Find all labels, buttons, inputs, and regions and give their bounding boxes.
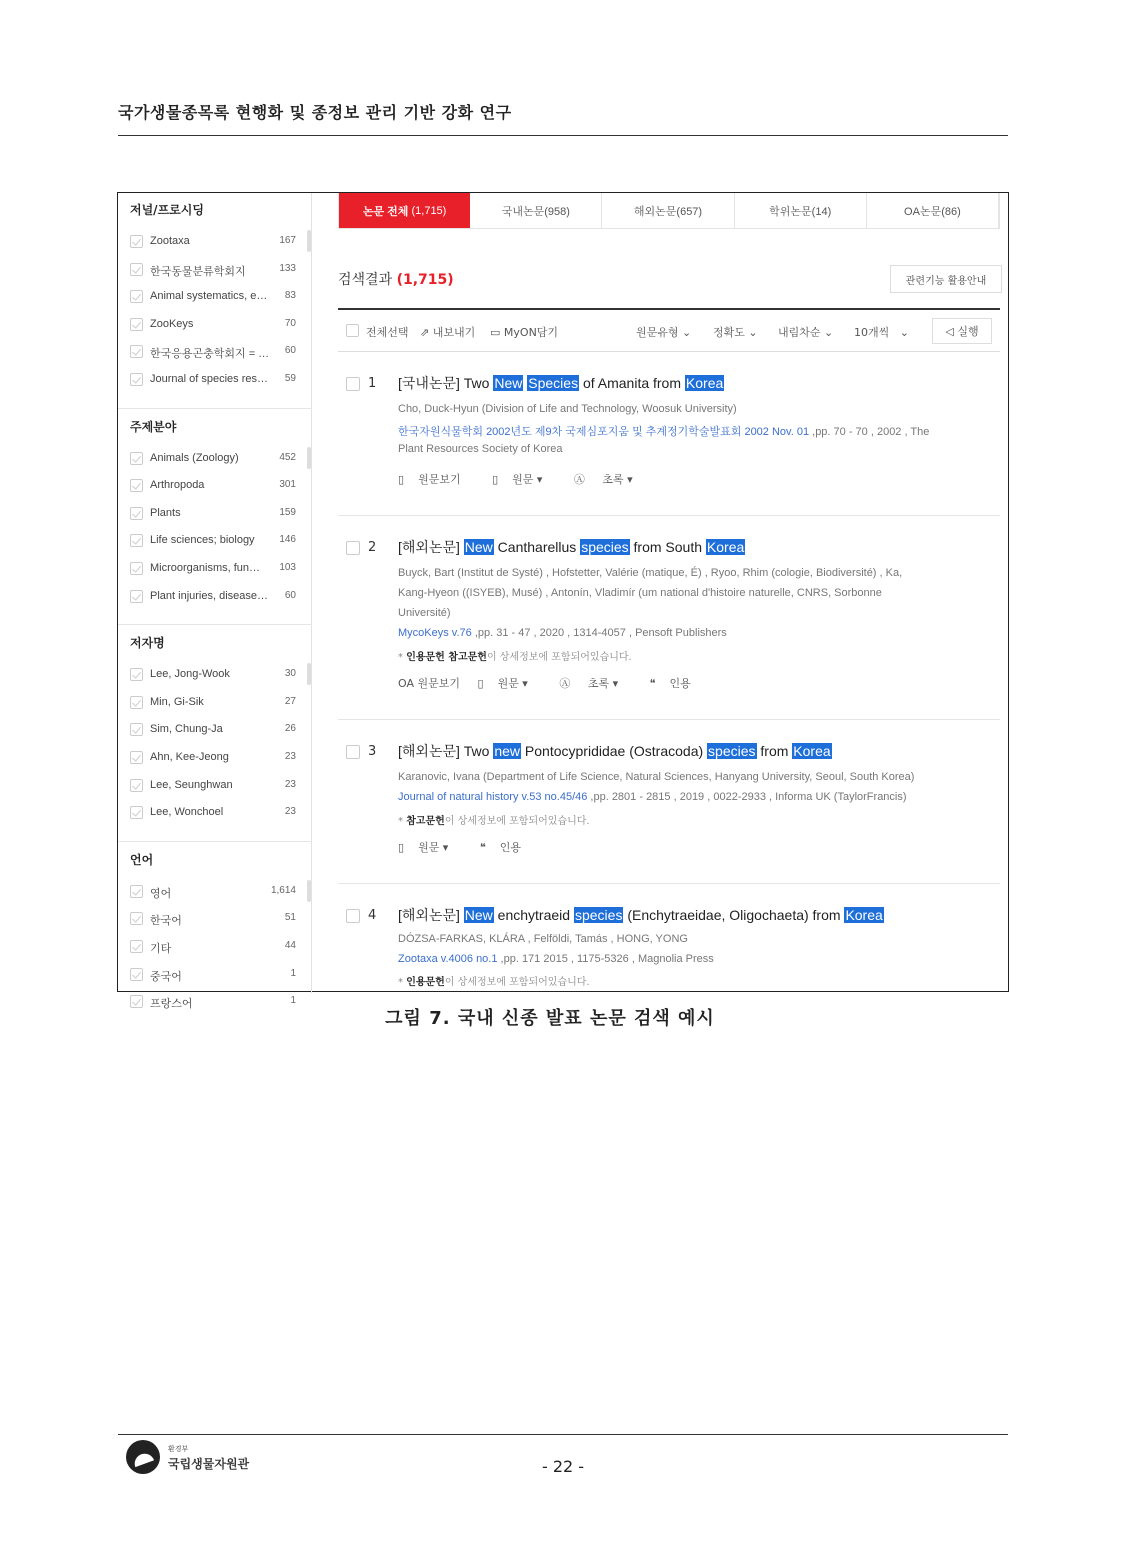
download-icon: ▯ — [492, 473, 499, 486]
facet-label: 기타 — [150, 943, 172, 955]
result-source: Zootaxa v.4006 no.1 ,pp. 171 2015 , 1175-5326 , Magnolia Press — [398, 953, 714, 965]
export-button[interactable]: ⇗ 내보내기 — [420, 326, 476, 339]
facet-item[interactable] — [130, 559, 296, 579]
facet-section-title: 저널/프로시딩 — [130, 203, 204, 217]
result-count-title: 검색결과 (1,715) — [338, 272, 454, 288]
result-title[interactable]: [국내논문] Two New Species of Amanita from Korea — [398, 375, 724, 391]
result-number: 1 — [368, 376, 377, 391]
facet-count: 60 — [284, 589, 296, 601]
cite-button[interactable]: ❝ 인용 — [479, 841, 522, 854]
facet-count: 1 — [290, 995, 296, 1007]
source-link[interactable]: Journal of natural history v.53 no.45/46 — [398, 791, 588, 803]
figure-caption: 그림 7. 국내 신종 발표 논문 검색 예시 — [385, 1008, 715, 1029]
facet-label: 중국어 — [150, 970, 182, 983]
facet-label: Sim, Chung-Ja — [150, 723, 223, 736]
document-header — [118, 100, 1008, 136]
abstract-icon: Ⓐ — [573, 473, 585, 486]
type-dropdown[interactable]: 원문유형 ⌄ — [636, 326, 692, 339]
search-term-highlight: Korea — [793, 743, 831, 759]
facet-checkbox[interactable] — [130, 940, 143, 953]
facet-item[interactable] — [130, 232, 296, 252]
facet-item[interactable] — [130, 937, 296, 957]
facet-checkbox[interactable] — [130, 779, 143, 792]
facet-label: Lee, Wonchoel — [150, 806, 224, 819]
facet-section-title: 주제분야 — [130, 419, 177, 434]
result-number: 2 — [368, 540, 377, 555]
chevron-down-icon: ⌄ — [824, 326, 834, 339]
result-note: * 참고문헌이 상세정보에 포함되어있습니다. — [398, 816, 590, 827]
facet-scrollbar[interactable] — [307, 663, 311, 685]
facet-count: 301 — [279, 479, 296, 491]
title-text: enchytraeid — [493, 907, 574, 923]
facet-count: 27 — [284, 695, 296, 707]
facet-checkbox[interactable] — [130, 373, 143, 386]
search-term-highlight: new — [494, 743, 521, 759]
facet-label: Animal systematics, e… — [150, 290, 268, 303]
facet-item[interactable] — [130, 315, 296, 335]
facet-item[interactable] — [130, 531, 296, 551]
facet-label: Journal of species res… — [150, 373, 268, 385]
view-fulltext-button[interactable]: ▯ 원문보기 — [398, 473, 461, 486]
facet-count: 51 — [284, 912, 296, 924]
result-checkbox[interactable] — [346, 541, 360, 555]
abstract-dropdown[interactable]: Ⓐ 초록 ▾ — [559, 677, 619, 690]
facet-count: 452 — [279, 451, 296, 463]
title-text: Two — [463, 375, 494, 391]
result-number: 3 — [368, 744, 377, 759]
result-checkbox[interactable] — [346, 377, 360, 391]
facet-checkbox[interactable] — [130, 318, 143, 331]
facet-checkbox[interactable] — [130, 534, 143, 547]
search-term-highlight: species — [581, 539, 629, 555]
facet-count: 167 — [279, 235, 296, 246]
facet-label: 프랑스어 — [150, 998, 193, 1011]
facet-scrollbar[interactable] — [307, 230, 311, 252]
facet-count: 23 — [284, 778, 296, 790]
result-authors-cont: Université) — [398, 607, 451, 619]
facet-label: 영어 — [150, 887, 172, 900]
result-divider — [338, 515, 1000, 516]
facet-scrollbar[interactable] — [307, 880, 311, 902]
facet-count: 70 — [284, 317, 296, 329]
fulltext-dropdown[interactable]: ▯ 원문 ▾ — [398, 841, 449, 854]
result-checkbox[interactable] — [346, 745, 360, 759]
facet-label: Animals (Zoology) — [150, 451, 239, 464]
result-authors: Cho, Duck-Hyun (Division of Life and Technology, Woosuk University) — [398, 403, 737, 415]
facet-item[interactable] — [130, 449, 296, 469]
search-term-highlight: New — [494, 375, 523, 391]
source-link[interactable]: MycoKeys v.76 — [398, 627, 472, 639]
facet-item[interactable] — [130, 776, 296, 796]
facet-scrollbar[interactable] — [307, 447, 311, 469]
chevron-down-icon: ⌄ — [899, 326, 909, 339]
facet-label: Arthropoda — [150, 479, 205, 492]
title-text: Cantharellus — [493, 539, 581, 555]
facet-sidebar — [118, 193, 312, 1011]
facet-item[interactable] — [130, 693, 296, 713]
result-source-cont: Plant Resources Society of Korea — [398, 443, 563, 455]
facet-label: Lee, Seunghwan — [150, 778, 233, 791]
facet-count: 146 — [279, 534, 296, 546]
source-link[interactable]: 한국자원식물학회 2002년도 제9차 국제심포지움 및 추계정기학술발표회 2002 Nov. 01 — [398, 426, 810, 438]
facet-checkbox[interactable] — [130, 806, 143, 819]
download-icon: ▯ — [477, 677, 484, 690]
facet-count: 23 — [284, 806, 296, 818]
result-divider — [338, 883, 1000, 884]
facet-label: Plant injuries, disease… — [150, 589, 269, 602]
facet-divider — [118, 841, 312, 842]
abstract-dropdown[interactable]: Ⓐ 초록 ▾ — [573, 473, 633, 486]
tab-all[interactable]: 논문 전체 (1,715) — [339, 193, 470, 228]
facet-label: 한국응용곤충학회지 = … — [150, 348, 270, 361]
search-term-highlight: Korea — [845, 907, 883, 923]
facet-checkbox[interactable] — [130, 968, 143, 981]
search-term-highlight: Korea — [706, 539, 745, 555]
select-all-checkbox[interactable] — [346, 324, 359, 337]
result-authors: Karanovic, Ivana (Department of Life Science, Natural Sciences, Hanyang University, Seoul, South Korea) — [398, 771, 915, 783]
facet-label: Ahn, Kee-Jeong — [150, 751, 229, 763]
help-button[interactable]: 관련기능 활용안내 — [890, 265, 1002, 293]
result-title[interactable]: [해외논문] Two new Pontocyprididae (Ostracoda) species from Korea — [398, 743, 831, 759]
oa-fulltext-button[interactable]: OA 원문보기 — [398, 677, 460, 690]
facet-checkbox[interactable] — [130, 263, 143, 276]
result-number: 4 — [368, 908, 377, 923]
facet-checkbox[interactable] — [130, 290, 143, 303]
search-term-highlight: species — [708, 743, 756, 759]
facet-item[interactable] — [130, 342, 296, 362]
result-actions — [398, 675, 719, 691]
document-title: 국가생물종목록 현행화 및 종정보 관리 기반 강화 연구 — [118, 103, 512, 122]
facet-checkbox[interactable] — [130, 723, 143, 736]
quote-icon: ❝ — [649, 677, 656, 690]
run-button[interactable]: ◁ 실행 — [932, 318, 992, 344]
result-checkbox[interactable] — [346, 909, 360, 923]
search-term-highlight: Korea — [685, 375, 724, 391]
result-actions — [398, 839, 549, 855]
facet-item[interactable] — [130, 476, 296, 496]
facet-checkbox[interactable] — [130, 590, 143, 603]
facet-label: Plants — [150, 506, 181, 519]
facet-item[interactable] — [130, 504, 296, 524]
facet-count: 159 — [279, 506, 296, 518]
title-text: (Enchytraeidae, Oligochaeta) from — [623, 907, 845, 923]
myon-button[interactable]: ▭ MyON담기 — [490, 326, 559, 339]
search-term-highlight: Species — [528, 375, 579, 391]
facet-checkbox[interactable] — [130, 562, 143, 575]
chevron-down-icon: ⌄ — [748, 326, 758, 339]
result-tabs — [338, 193, 1000, 229]
title-text: Pontocyprididae (Ostracoda) — [521, 743, 708, 759]
facet-item[interactable] — [130, 260, 296, 280]
facet-section-title: 저자명 — [130, 636, 165, 651]
facet-count: 26 — [284, 723, 296, 735]
facet-item[interactable] — [130, 287, 296, 307]
title-text: Two — [463, 743, 494, 759]
org-name: 국립생물자원관 — [168, 1457, 250, 1471]
search-term-highlight: species — [574, 907, 623, 923]
cite-button[interactable]: ❝ 인용 — [649, 677, 691, 690]
facet-count: 60 — [284, 345, 296, 357]
facet-label: 한국동물분류학회지 — [150, 265, 246, 278]
result-title[interactable]: [해외논문] New enchytraeid species (Enchytraeidae, Oligochaeta) from Korea — [398, 907, 883, 923]
facet-checkbox[interactable] — [130, 235, 143, 248]
facet-item[interactable] — [130, 909, 296, 929]
facet-count: 44 — [284, 940, 296, 951]
footer-rule — [118, 1434, 1008, 1435]
tab-overseas[interactable]: 해외논문(657) — [602, 193, 734, 228]
facet-checkbox[interactable] — [130, 885, 143, 898]
title-text: from South — [629, 539, 706, 555]
facet-checkbox[interactable] — [130, 452, 143, 465]
select-all-label[interactable]: 전체선택 — [366, 326, 409, 339]
search-term-highlight: New — [464, 539, 493, 555]
result-source: 한국자원식물학회 2002년도 제9차 국제심포지움 및 추계정기학술발표회 2002 Nov. 01 ,pp. 70 - 70 , 2002 , The — [398, 426, 930, 438]
source-link[interactable]: Zootaxa v.4006 no.1 — [398, 953, 498, 965]
page-number: - 22 - — [541, 1457, 585, 1476]
facet-checkbox[interactable] — [130, 507, 143, 520]
fulltext-dropdown[interactable]: ▯ 원문 ▾ — [477, 677, 528, 690]
facet-count: 23 — [284, 751, 296, 762]
facet-label: Microorganisms, fun… — [150, 562, 261, 574]
facet-checkbox[interactable] — [130, 668, 143, 681]
result-authors: Buyck, Bart (Institut de Systé) , Hofstetter, Valérie (matique, É) , Ryoo, Rhim (cologie, Biodiversité) , Ka, — [398, 567, 903, 579]
facet-count: 103 — [279, 562, 296, 573]
accuracy-dropdown[interactable]: 정확도 ⌄ — [713, 326, 758, 339]
facet-count: 83 — [284, 290, 296, 302]
facet-checkbox[interactable] — [130, 912, 143, 925]
facet-checkbox[interactable] — [130, 696, 143, 709]
search-term-highlight: New — [464, 907, 493, 923]
results-main — [338, 193, 1002, 993]
tab-domestic[interactable]: 국내논문(958) — [470, 193, 602, 228]
result-actions — [398, 471, 661, 487]
facet-label: ZooKeys — [150, 317, 194, 330]
result-source: Journal of natural history v.53 no.45/46 ,pp. 2801 - 2815 , 2019 , 0022-2933 , Informa UK (TaylorFrancis) — [398, 791, 907, 803]
result-source: MycoKeys v.76 ,pp. 31 - 47 , 2020 , 1314-4057 , Pensoft Publishers — [398, 627, 727, 639]
facet-item[interactable] — [130, 748, 296, 768]
facet-item[interactable] — [130, 665, 296, 685]
facet-count: 30 — [284, 668, 296, 680]
facet-label: 한국어 — [150, 915, 182, 928]
facet-label: Zootaxa — [150, 235, 190, 247]
share-icon: ⇗ — [420, 326, 430, 339]
abstract-icon: Ⓐ — [559, 677, 571, 690]
order-dropdown[interactable]: 내림차순 ⌄ — [778, 326, 834, 339]
title-text: of Amanita from — [579, 375, 685, 391]
facet-label: Lee, Jong-Wook — [150, 668, 230, 681]
result-note: * 인용문헌이 상세정보에 포함되어있습니다. — [398, 977, 590, 988]
pdf-icon: ▯ — [398, 473, 405, 486]
facet-checkbox[interactable] — [130, 751, 143, 764]
facet-label: Life sciences; biology — [150, 534, 255, 547]
send-icon: ◁ — [945, 324, 954, 338]
facet-label: Min, Gi-Sik — [150, 695, 204, 708]
results-toolbar — [338, 308, 1000, 352]
result-title[interactable]: [해외논문] New Cantharellus species from South Korea — [398, 539, 745, 555]
fulltext-dropdown[interactable]: ▯ 원문 ▾ — [492, 473, 543, 486]
facet-item[interactable] — [130, 370, 296, 390]
facet-section-title: 언어 — [130, 852, 154, 867]
facet-count: 1 — [290, 967, 296, 979]
facet-divider — [118, 408, 312, 409]
facet-count: 59 — [284, 373, 296, 384]
facet-item[interactable] — [130, 587, 296, 607]
facet-item[interactable] — [130, 803, 296, 823]
folder-icon: ▭ — [490, 326, 501, 339]
facet-checkbox[interactable] — [130, 479, 143, 492]
facet-count: 1,614 — [270, 884, 296, 896]
download-icon: ▯ — [398, 841, 405, 854]
result-authors: DÓZSA-FARKAS, KLÁRA , Felföldi, Tamás , HONG, YONG — [398, 933, 688, 945]
result-divider — [338, 719, 1000, 720]
facet-item[interactable] — [130, 965, 296, 985]
facet-divider — [118, 624, 312, 625]
quote-icon: ❝ — [479, 841, 486, 854]
title-text: from — [756, 743, 793, 759]
facet-checkbox[interactable] — [130, 345, 143, 358]
search-screenshot — [117, 192, 1009, 1011]
tab-oa[interactable]: OA논문(86) — [867, 193, 999, 228]
chevron-down-icon: ⌄ — [682, 326, 692, 339]
facet-count: 133 — [279, 262, 296, 274]
per-page-dropdown[interactable]: 10개씩 ⌄ — [854, 326, 909, 339]
facet-item[interactable] — [130, 882, 296, 902]
tab-thesis[interactable]: 학위논문(14) — [735, 193, 867, 228]
org-small-name: 환경부 — [168, 1445, 189, 1453]
result-note: * 인용문헌 참고문헌이 상세정보에 포함되어있습니다. — [398, 652, 632, 663]
result-authors-cont: Kang-Hyeon ((ISYEB), Musé) , Antonín, Vladimír (um national d'histoire naturelle, CNRS, Sorbonne — [398, 587, 882, 599]
facet-item[interactable] — [130, 720, 296, 740]
